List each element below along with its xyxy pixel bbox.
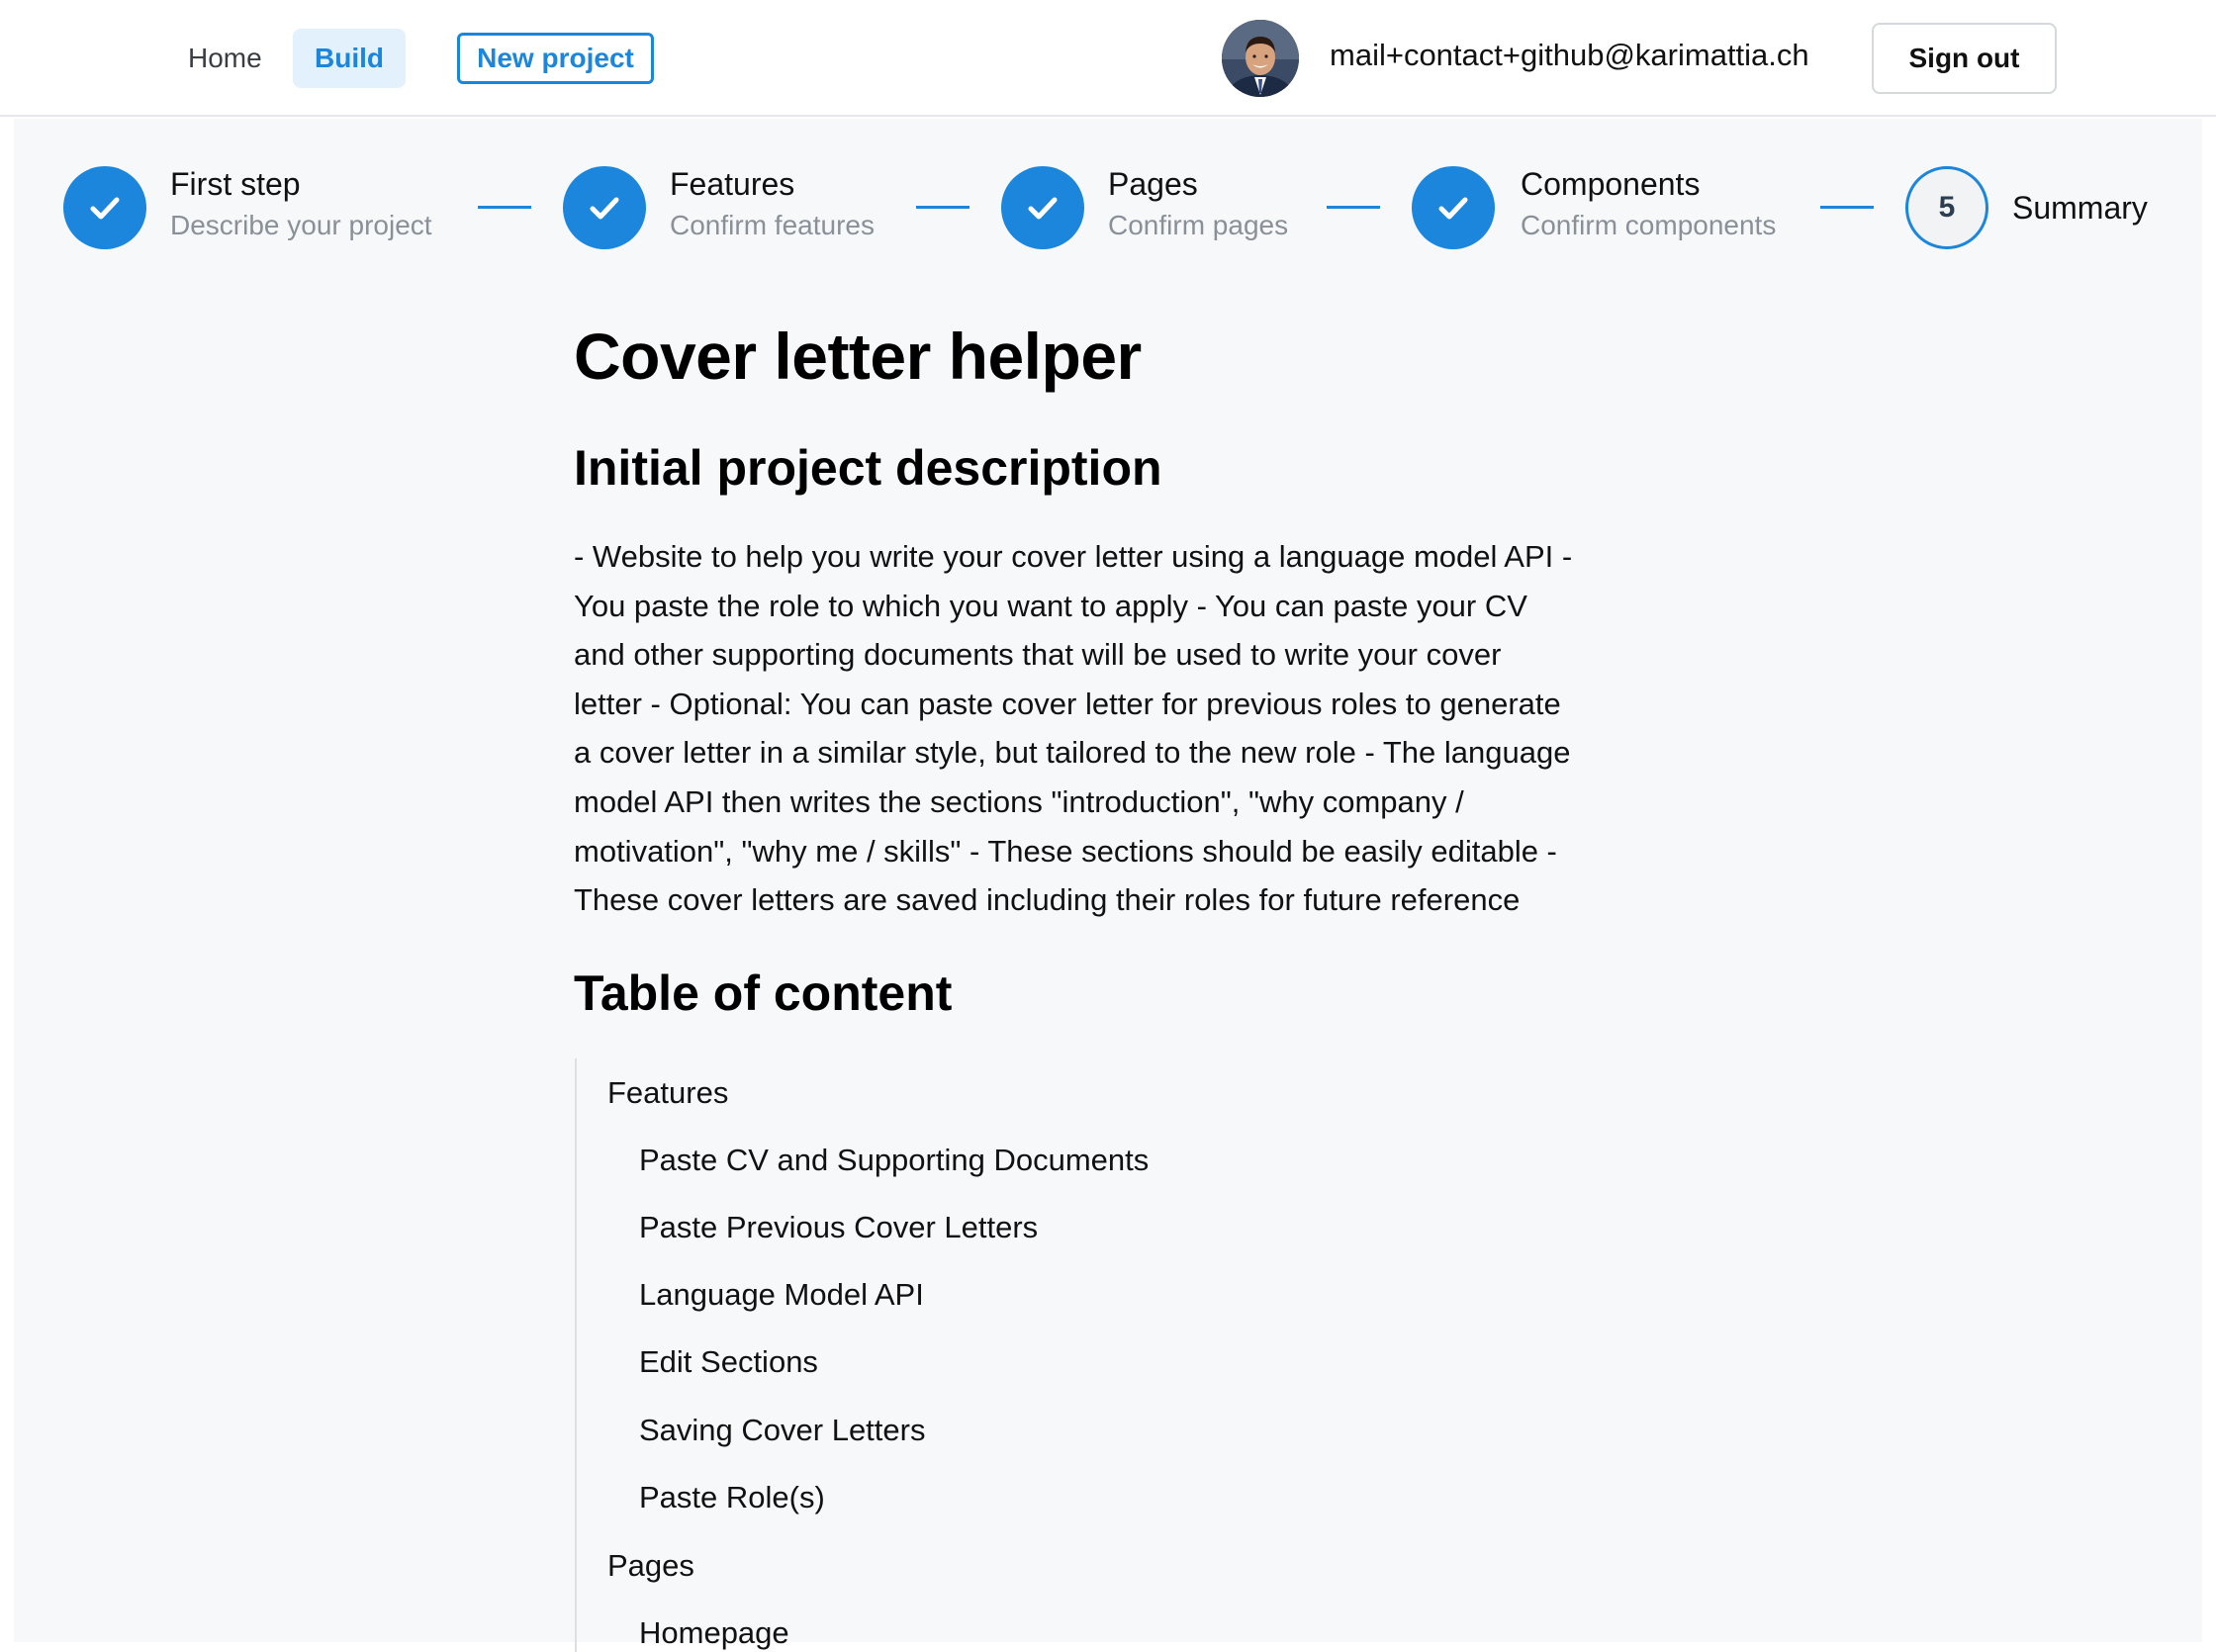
- description-line: and other supporting documents that will be used to write your cover: [574, 637, 1502, 673]
- step-separator: [1327, 206, 1380, 209]
- description-line: motivation", "why me / skills" - These sections should be easily editable -: [574, 833, 1557, 869]
- description-line: You paste the role to which you want to apply - You can paste your CV: [574, 588, 1527, 623]
- step-separator: [1820, 206, 1874, 209]
- toc-item-feature[interactable]: Saving Cover Letters: [639, 1413, 926, 1447]
- step-3-title: Pages: [1108, 166, 1198, 202]
- toc-item-feature[interactable]: Language Model API: [639, 1277, 924, 1312]
- step-separator: [916, 206, 970, 209]
- step-3-subtitle: Confirm pages: [1108, 210, 1289, 240]
- toc-item-feature[interactable]: Paste Previous Cover Letters: [639, 1210, 1039, 1244]
- check-icon: [585, 188, 624, 228]
- user-avatar-icon: [1222, 20, 1299, 97]
- step-separator: [478, 206, 531, 209]
- step-4-completed[interactable]: [1412, 166, 1495, 249]
- new-project-button[interactable]: New project: [457, 33, 654, 84]
- toc-section-features[interactable]: Features: [607, 1075, 729, 1110]
- description-line: letter - Optional: You can paste cover letter for previous roles to generate: [574, 686, 1561, 721]
- step-3-completed[interactable]: [1001, 166, 1084, 249]
- toc-item-feature[interactable]: Edit Sections: [639, 1344, 818, 1379]
- toc-item-page[interactable]: Homepage: [639, 1615, 789, 1650]
- description-line: - Website to help you write your cover letter using a language model API -: [574, 539, 1573, 574]
- step-5-current[interactable]: 5: [1905, 166, 1988, 249]
- step-2-completed[interactable]: [563, 166, 646, 249]
- toc-item-feature[interactable]: Paste Role(s): [639, 1480, 825, 1514]
- toc-section-pages[interactable]: Pages: [607, 1548, 694, 1583]
- description-line: a cover letter in a similar style, but tailored to the new role - The language: [574, 735, 1571, 771]
- check-icon: [1433, 188, 1473, 228]
- page-title: Cover letter helper: [574, 320, 1142, 393]
- nav-home-link[interactable]: Home: [188, 43, 262, 73]
- top-navigation-bar: [0, 0, 2216, 117]
- avatar[interactable]: [1222, 20, 1299, 97]
- toc-heading: Table of content: [574, 965, 953, 1021]
- project-description: [574, 532, 1652, 925]
- step-1-completed[interactable]: [63, 166, 146, 249]
- step-4-subtitle: Confirm components: [1521, 210, 1777, 240]
- step-4-title: Components: [1521, 166, 1701, 202]
- nav-build-link[interactable]: Build: [293, 29, 406, 88]
- description-line: These cover letters are saved including their roles for future reference: [574, 882, 1521, 918]
- description-heading: Initial project description: [574, 440, 1162, 496]
- step-2-title: Features: [670, 166, 795, 202]
- step-2-subtitle: Confirm features: [670, 210, 875, 240]
- toc-border: [575, 1058, 577, 1652]
- user-email: mail+contact+github@karimattia.ch: [1330, 38, 1809, 72]
- sign-out-button[interactable]: Sign out: [1872, 23, 2057, 94]
- step-1-subtitle: Describe your project: [170, 210, 432, 240]
- step-5-title: Summary: [2012, 190, 2148, 226]
- step-1-title: First step: [170, 166, 301, 202]
- scrollbar-gutter: [2202, 117, 2216, 1642]
- toc-item-feature[interactable]: Paste CV and Supporting Documents: [639, 1143, 1150, 1177]
- description-line: model API then writes the sections "introduction", "why company /: [574, 783, 1464, 819]
- check-icon: [1023, 188, 1062, 228]
- check-icon: [85, 188, 125, 228]
